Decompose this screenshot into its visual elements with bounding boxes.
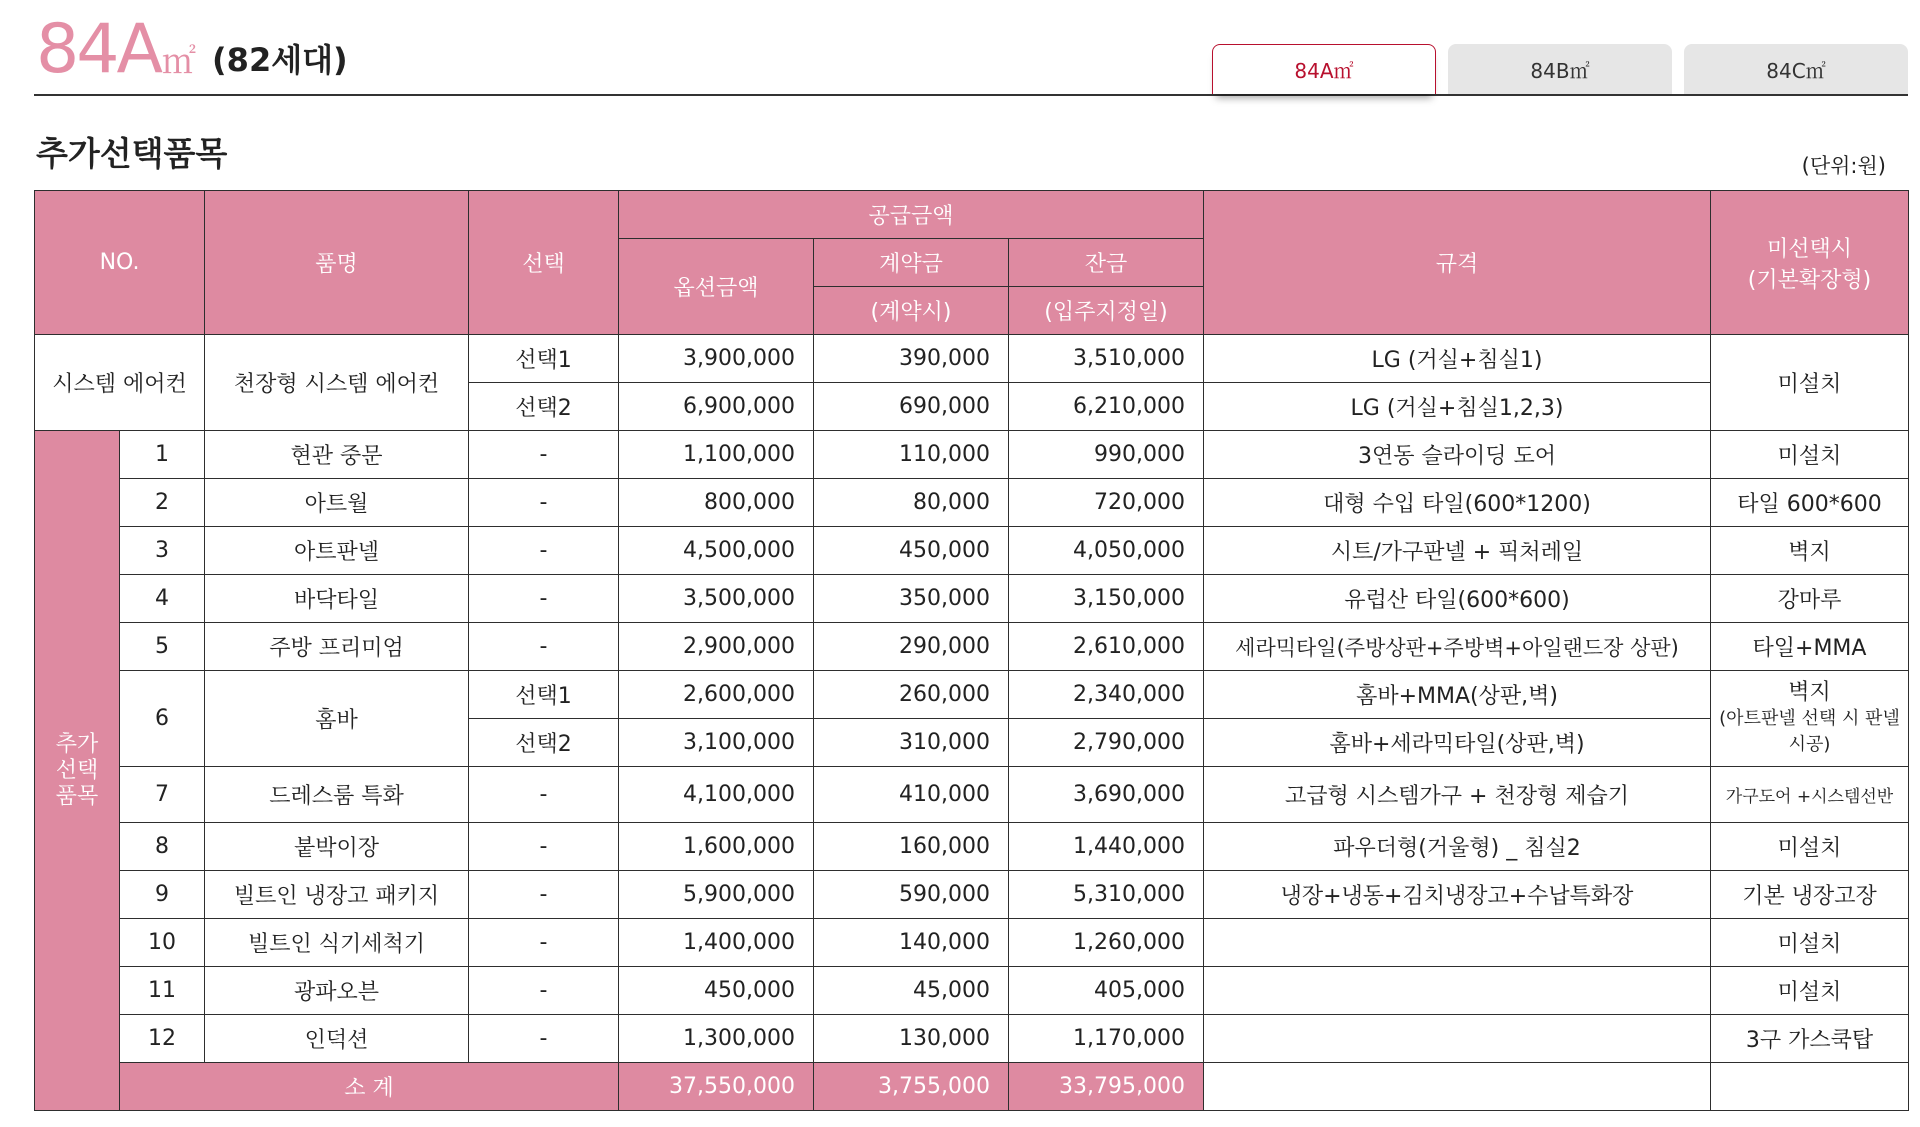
section-title: 추가선택품목 (36, 134, 228, 173)
homebar-default: 벽지 (아트판넬 선택 시 판넬 시공) (1711, 671, 1909, 767)
unit-note: (단위:원) (1801, 154, 1886, 178)
area-unit: ㎡ (162, 42, 197, 82)
header-default: 미선택시 (기본확장형) (1711, 191, 1909, 335)
header-option-price: 옵션금액 (619, 239, 814, 335)
total-label: 소 계 (120, 1063, 619, 1111)
table-row: 11 광파오븐 - 450,000 45,000 405,000 미설치 (35, 967, 1909, 1015)
table-row: 12 인덕션 - 1,300,000 130,000 1,170,000 3구 가스쿡탑 (35, 1015, 1909, 1063)
table-row: 5 주방 프리미엄 - 2,900,000 290,000 2,610,000 세라믹타일(주방상판+주방벽+아일랜드장 상판) 타일+MMA (35, 623, 1909, 671)
table-row: 선택2 3,100,000 310,000 2,790,000 홈바+세라믹타일(상판,벽) (35, 719, 1909, 767)
total-row (35, 1063, 1909, 1111)
unit-size: 84A (36, 10, 161, 89)
table-row: 8 붙박이장 - 1,600,000 160,000 1,440,000 파우더형(거울형) _ 침실2 미설치 (35, 823, 1909, 871)
header-deposit: 계약금 (814, 239, 1009, 287)
header-balance-when: (입주지정일) (1009, 287, 1204, 335)
aircon-default: 미설치 (1711, 335, 1909, 431)
total-price: 37,550,000 (619, 1063, 814, 1111)
aircon-item: 천장형 시스템 에어컨 (205, 335, 469, 431)
table-row: 7 드레스룸 특화 - 4,100,000 410,000 3,690,000 고급형 시스템가구 + 천장형 제습기 가구도어 +시스템선반 (35, 767, 1909, 823)
header-no: NO. (35, 191, 205, 335)
extra-category: 추가 선택 품목 (35, 431, 120, 1111)
table-row: 선택2 6,900,000 690,000 6,210,000 LG (거실+침실1,2,3) (35, 383, 1909, 431)
table-row: 9 빌트인 냉장고 패키지 - 5,900,000 590,000 5,310,000 냉장+냉동+김치냉장고+수납특화장 기본 냉장고장 (35, 871, 1909, 919)
table-row: 10 빌트인 식기세척기 - 1,400,000 140,000 1,260,000 미설치 (35, 919, 1909, 967)
total-deposit: 3,755,000 (814, 1063, 1009, 1111)
header-item: 품명 (205, 191, 469, 335)
table-row: 3 아트판넬 - 4,500,000 450,000 4,050,000 시트/가구판넬 + 픽처레일 벽지 (35, 527, 1909, 575)
tab-84b[interactable]: 84B㎡ (1448, 44, 1672, 94)
header-deposit-when: (계약시) (814, 287, 1009, 335)
aircon-category: 시스템 에어컨 (35, 335, 205, 431)
table-row: 6 홈바 선택1 2,600,000 260,000 2,340,000 홈바+MMA(상판,벽) 벽지 (아트판넬 선택 시 판넬 시공) (35, 671, 1909, 719)
header-supply: 공급금액 (619, 191, 1204, 239)
tab-84c[interactable]: 84C㎡ (1684, 44, 1908, 94)
header-divider (34, 94, 1908, 96)
table-row: 시스템 에어컨 천장형 시스템 에어컨 선택1 3,900,000 390,000 3,510,000 LG (거실+침실1) 미설치 (35, 335, 1909, 383)
header-spec: 규격 (1204, 191, 1711, 335)
header-choice: 선택 (469, 191, 619, 335)
option-price-table (34, 190, 1909, 1111)
header-balance: 잔금 (1009, 239, 1204, 287)
table-row: 추가 선택 품목 1 현관 중문 - 1,100,000 110,000 990,000 3연동 슬라이딩 도어 미설치 (35, 431, 1909, 479)
table-row: 2 아트월 - 800,000 80,000 720,000 대형 수입 타일(600*1200) 타일 600*600 (35, 479, 1909, 527)
household-count: (82세대) (212, 41, 348, 79)
total-balance: 33,795,000 (1009, 1063, 1204, 1111)
page-title (36, 6, 348, 89)
tab-84a[interactable]: 84A㎡ (1212, 44, 1436, 94)
table-row: 4 바닥타일 - 3,500,000 350,000 3,150,000 유럽산 타일(600*600) 강마루 (35, 575, 1909, 623)
